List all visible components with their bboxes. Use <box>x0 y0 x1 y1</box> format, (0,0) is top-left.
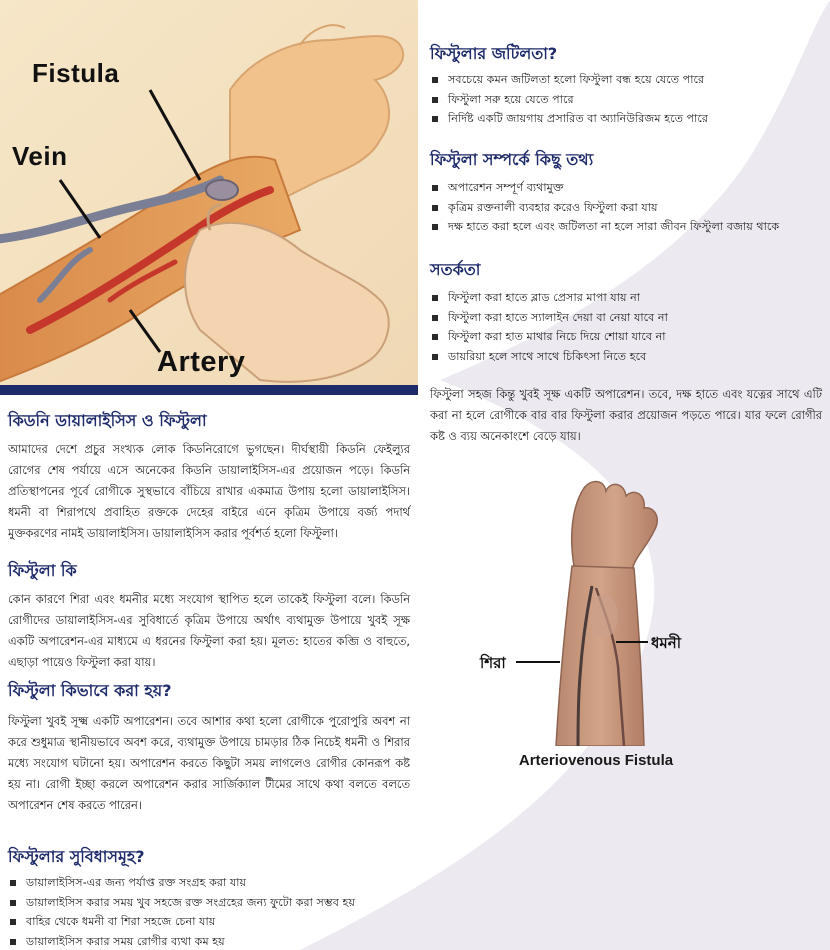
section-dialysis <box>8 411 410 544</box>
section-text: কোন কারণে শিরা এবং ধমনীর মধ্যে সংযোগ স্থাপিত হলে তাকেই ফিস্টুলা বলে। কিডনি রোগীদের ডায়ালাইসিস-এর সুবিধার্তে কৃত্রিম উপায়ে অর্থাৎ ব্যথামুক্ত উপায়ে খুবই সূক্ষ একটি অপারেশন-এর মাধ্যমে এ ধরনের ফিস্টুলা করা হয়। মূলত: হাতের কব্জি ও বাহুতে, এছাড়া পায়েও ফিস্টুলা করা যায়। <box>8 592 410 669</box>
section-text: ফিস্টুলা সহজ কিন্তু খুবই সূক্ষ একটি অপারেশন। তবে, দক্ষ হাতে এবং যত্নের সাথে এটি করা না হলে রোগীকে বার বার ফিস্টুলা করার প্রয়োজন পড়তে পারে। যার ফলে রোগীর কষ্ট ও ব্যয় অনেকাংশে বেড়ে যায়। <box>430 387 822 443</box>
figure-caption: Arteriovenous Fistula <box>518 752 674 769</box>
list-item: ফিস্টুলা করা হাতে স্যালাইন দেয়া বা নেয়া যাবে না <box>430 308 822 328</box>
list-item: ফিস্টুলা করা হাতে ব্লাড প্রেসার মাপা যায় না <box>430 288 822 308</box>
label-vein: Vein <box>12 141 68 171</box>
complications-list <box>430 70 822 129</box>
section-title: কিডনি ডায়ালাইসিস ও ফিস্টুলা <box>8 411 207 430</box>
list-item: ডায়ালাইসিস করার সময় রোগীর ব্যথা কম হয় <box>8 932 410 950</box>
facts-list <box>430 178 822 237</box>
list-item: অপারেশন সম্পূর্ণ ব্যথামুক্ত <box>430 178 822 198</box>
section-title: ফিস্টুলার জটিলতা? <box>430 44 558 63</box>
right-column <box>422 0 830 950</box>
section-text: আমাদের দেশে প্রচুর সংখ্যক লোক কিডনিরোগে ভুগছেন। দীর্ঘস্থায়ী কিডনি ফেইল্যুর রোগের শেষ পর্যায়ে এসে অনেকের কিডনি ডায়ালাইসিস-এর প্রয়োজন পড়ে। কিডনি প্রতিস্থাপনের পূর্বে রোগীকে সুস্থভাবে বাঁচিয়ে রাখার একমাত্র উপায় হলো ডায়ালাইসিস। ধমনী বা শিরাপথে প্রবাহিত রক্তকে দেহের বাইরে এনে কৃত্রিম উপায়ে বর্জ্য পদার্থ মুক্তকরণের নামই ডায়ালাইসিস। ডায়ালাইসিস করার পূর্বশর্ত হলো ফিস্টুলা। <box>8 442 410 540</box>
section-how-fistula <box>8 681 410 816</box>
figure-label-artery: ধমনী <box>651 634 681 652</box>
section-caution <box>430 260 822 366</box>
section-note <box>430 384 822 447</box>
list-item: ফিস্টুলা করা হাত মাথার নিচে দিয়ে শোয়া যাবে না <box>430 327 822 347</box>
left-column <box>0 395 418 950</box>
section-title: ফিস্টুলা কিভাবে করা হয়? <box>8 681 172 700</box>
section-facts <box>430 150 822 237</box>
label-fistula: Fistula <box>32 58 120 88</box>
benefits-list <box>8 873 410 950</box>
label-artery: Artery <box>157 346 246 378</box>
section-title: ফিস্টুলা সম্পর্কে কিছু তথ্য <box>430 150 594 169</box>
section-what-is-fistula <box>8 561 410 673</box>
list-item: ডায়রিয়া হলে সাথে সাথে চিকিৎসা নিতে হবে <box>430 347 822 367</box>
section-divider-bar <box>0 385 418 395</box>
section-benefits <box>8 847 410 950</box>
section-title: সতর্কতা <box>430 260 481 279</box>
section-text: ফিস্টুলা খুবই সূক্ষ্ম একটি অপারেশন। তবে আশার কথা হলো রোগীকে পুরোপুরি অবশ না করে শুধুমাত্র স্থানীয়ভাবে অবশ করে, ব্যথামুক্ত উপায়ে চামড়ার ঠিক নিচেই ধমনী ও শিরার মধ্যে সংযোগ ঘটানো হয়। অপারেশন করতে কিছুটা সময় লাগলেও রোগীর কোনরূপ কষ্ট হয় না। রোগী ইচ্ছা করলে অপারেশন করার সার্জিক্যাল টীমের সাথে কথা বলতে বলতে অপারেশন শেষ করতে পারেন। <box>8 714 410 812</box>
list-item: ডায়ালাইসিস-এর জন্য পর্যাপ্ত রক্ত সংগ্রহ করা যায় <box>8 873 410 893</box>
list-item: সবচেয়ে কমন জটিলতা হলো ফিস্টুলা বন্ধ হয়ে যেতে পারে <box>430 70 822 90</box>
section-title: ফিস্টুলার সুবিধাসমূহ? <box>8 847 145 866</box>
list-item: ডায়ালাইসিস করার সময় খুব সহজে রক্ত সংগ্রহের জন্য ফুটো করা সম্ভব হয় <box>8 893 410 913</box>
forearm-figure <box>534 476 674 746</box>
section-title: ফিস্টুলা কি <box>8 561 77 580</box>
list-item: কৃত্রিম রক্তনালী ব্যবহার করেও ফিস্টুলা করা যায় <box>430 198 822 218</box>
list-item: বাহির থেকে ধমনী বা শিরা সহজে চেনা যায় <box>8 912 410 932</box>
list-item: নির্দিষ্ট একটি জায়গায় প্রসারিত বা অ্যানিউরিজম হতে পারে <box>430 109 822 129</box>
list-item: ফিস্টুলা সরু হয়ে যেতে পারে <box>430 90 822 110</box>
vein-pointer-line <box>516 661 560 663</box>
caution-list <box>430 288 822 366</box>
figure-label-vein: শিরা <box>480 654 506 672</box>
artery-pointer-line <box>616 641 648 643</box>
hero-illustration <box>0 0 418 385</box>
section-complications <box>430 44 822 129</box>
list-item: দক্ষ হাতে করা হলে এবং জটিলতা না হলে সারা জীবন ফিস্টুলা বজায় থাকে <box>430 217 822 237</box>
